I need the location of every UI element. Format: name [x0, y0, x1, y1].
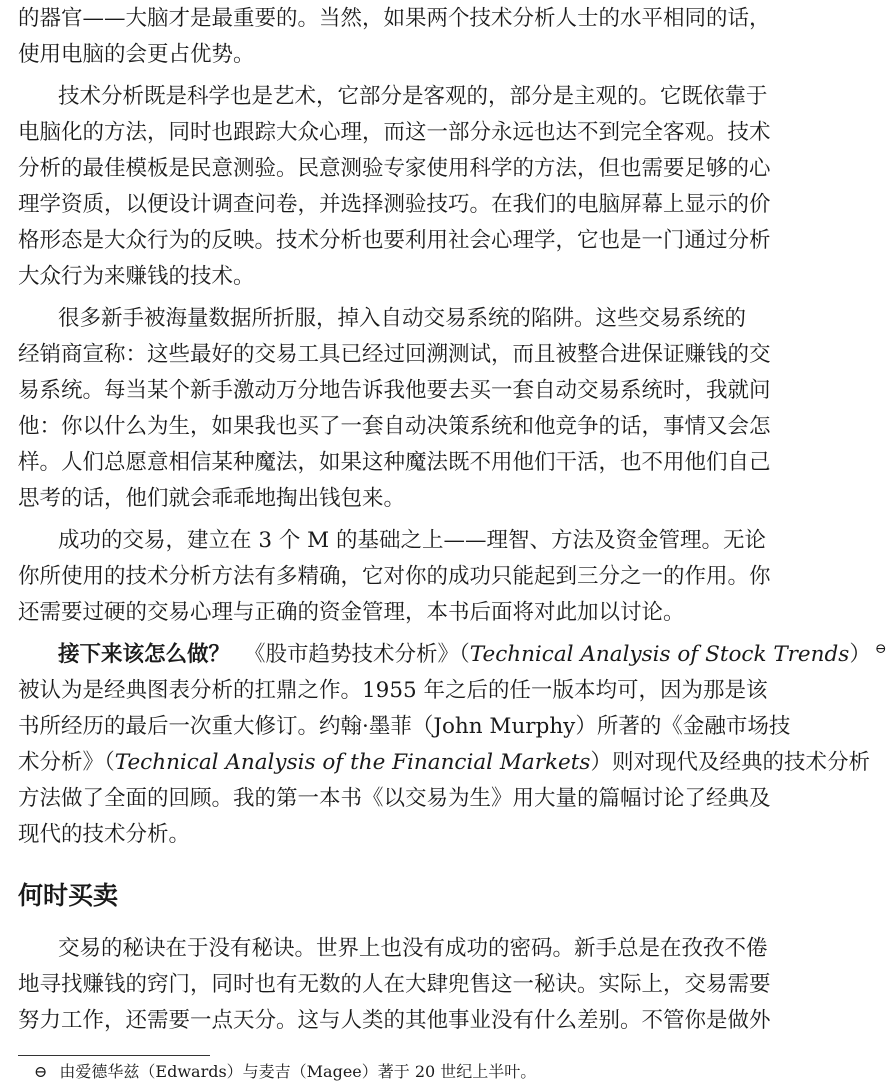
footnote-text: 由爱德华兹（Edwards）与麦吉（Magee）著于 20 世纪上半叶。 [59, 1062, 537, 1081]
lead-in-heading: 接下来该怎么做？ [58, 642, 231, 667]
text-line: 努力工作，还需要一点天分。这与人类的其他事业没有什么差别。不管你是做外 [18, 1008, 771, 1033]
section-heading: 何时买卖 [18, 881, 119, 910]
text-line: 分析的最佳模板是民意测验。民意测验专家使用科学的方法，但也需要足够的心 [18, 156, 771, 181]
text-line: 术分析》（Technical Analysis of the Financial Markets）则对现代及经典的技术分析 [18, 750, 870, 775]
text-line: 很多新手被海量数据所折服，掉入自动交易系统的陷阱。这些交易系统的 [58, 306, 747, 331]
text-line: 方法做了全面的回顾。我的第一本书《以交易为生》用大量的篇幅讨论了经典及 [18, 786, 771, 811]
text-line: 思考的话，他们就会乖乖地掏出钱包来。 [18, 486, 406, 511]
footnote-marker: ⊖ [874, 641, 887, 657]
text-line: 交易的秘诀在于没有秘诀。世界上也没有成功的密码。新手总是在孜孜不倦 [58, 936, 768, 961]
text-line: 使用电脑的会更占优势。 [18, 42, 255, 67]
text-line: 书所经历的最后一次重大修订。约翰·墨菲（John Murphy）所著的《金融市场技 [18, 714, 791, 739]
text-line: 地寻找赚钱的窍门，同时也有无数的人在大肆兜售这一秘诀。实际上，交易需要 [18, 972, 771, 997]
text-segment: 则对现代及经典的技术分析 [611, 750, 870, 775]
text-line: 被认为是经典图表分析的扛鼎之作。1955 年之后的任一版本均可，因为那是该 [18, 678, 768, 703]
book-title-english: Technical Analysis of Stock Trends [469, 642, 850, 667]
text-line: 样。人们总愿意相信某种魔法，如果这种魔法既不用他们干活，也不用他们自己 [18, 450, 771, 475]
text-line: 成功的交易，建立在 3 个 M 的基础之上——理智、方法及资金管理。无论 [58, 528, 767, 553]
footnote [34, 1059, 744, 1085]
text-line: 现代的技术分析。 [18, 822, 191, 847]
text-line: 经销商宣称：这些最好的交易工具已经过回溯测试，而且被整合进保证赚钱的交 [18, 342, 771, 367]
text-line: 还需要过硬的交易心理与正确的资金管理，本书后面将对此加以讨论。 [18, 600, 685, 625]
text-line: 格形态是大众行为的反映。技术分析也要利用社会心理学，它也是一门通过分析 [18, 228, 771, 253]
text-line: 电脑化的方法，同时也跟踪大众心理，而这一部分永远也达不到完全客观。技术 [18, 120, 771, 145]
text-line: 易系统。每当某个新手激动万分地告诉我他要去买一套自动交易系统时，我就问 [18, 378, 771, 403]
footnote-divider [18, 1055, 210, 1056]
text-line: 大众行为来赚钱的技术。 [18, 264, 255, 289]
text-line: 的器官——大脑才是最重要的。当然，如果两个技术分析人士的水平相同的话， [18, 6, 771, 31]
text-line: 技术分析既是科学也是艺术，它部分是客观的，部分是主观的。它既依靠于 [58, 84, 768, 109]
text-line: 理学资质，以便设计调查问卷，并选择测验技巧。在我们的电脑屏幕上显示的价 [18, 192, 771, 217]
book-title: 术分析》 [18, 750, 105, 775]
footnote-marker: ⊖ [34, 1062, 48, 1081]
text-line: 你所使用的技术分析方法有多精确，它对你的成功只能起到三分之一的作用。你 [18, 564, 771, 589]
text-line: 他：你以什么为生，如果我也买了一套自动决策系统和他竞争的话，事情又会怎 [18, 414, 771, 439]
book-title-english: Technical Analysis of the Financial Markets [114, 750, 591, 775]
text-line: 接下来该怎么做？ 《股市趋势技术分析》（Technical Analysis of Stock Trends） ⊖ [58, 641, 887, 667]
book-title: 《股市趋势技术分析》 [244, 642, 460, 667]
